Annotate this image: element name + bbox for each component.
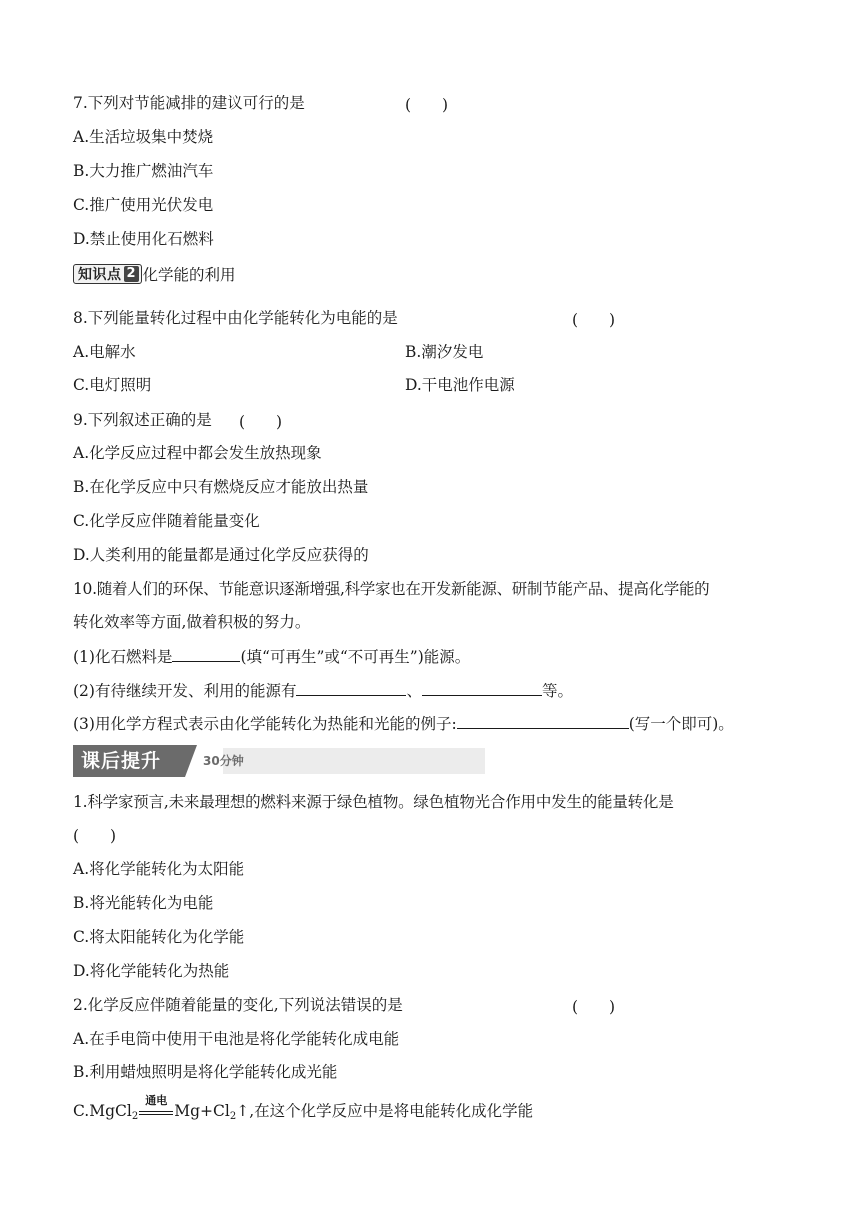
- question-10-part-2-suffix: 等。: [541, 682, 573, 700]
- post-question-1-option-b: B.将光能转化为电能: [73, 894, 214, 912]
- post-question-1-option-c: C.将太阳能转化为化学能: [73, 928, 245, 946]
- question-10-part-2-text: (2)有待继续开发、利用的能源有: [73, 682, 297, 700]
- question-10-part-3-text: (3)用化学方程式表示由化学能转化为热能和光能的例子:: [73, 715, 457, 733]
- post-question-2-option-a: A.在手电筒中使用干电池是将化学能转化成电能: [73, 1030, 400, 1048]
- formula-reactant-subscript: 2: [131, 1111, 139, 1122]
- question-10-stem-line-1: 10.随着人们的环保、节能意识逐渐增强,科学家也在开发新能源、研制节能产品、提高化学能的: [73, 580, 710, 598]
- post-question-1-answer-paren: ( ): [73, 827, 117, 845]
- post-question-2-option-c: [73, 1094, 534, 1122]
- question-9-option-c: C.化学反应伴随着能量变化: [73, 512, 260, 530]
- question-7-option-c: C.推广使用光伏发电: [73, 196, 214, 214]
- question-7-answer-paren: ( ): [405, 96, 449, 114]
- question-8-option-d: D.干电池作电源: [405, 376, 515, 394]
- knowledge-point-number: 2: [124, 266, 139, 282]
- reaction-condition: [139, 1094, 173, 1122]
- reaction-equals-bottom: [139, 1114, 173, 1115]
- question-10-part-2: [73, 680, 573, 701]
- question-10-stem-line-2: 转化效率等方面,做着积极的努力。: [73, 613, 311, 631]
- formula-reactant: C.MgCl: [73, 1102, 132, 1120]
- question-7-option-a: A.生活垃圾集中焚烧: [73, 128, 214, 146]
- question-10-part-3: [73, 713, 734, 734]
- section-banner-slant: [185, 745, 197, 777]
- question-10-part-1-hint: (填“可再生”或“不可再生”)能源。: [240, 648, 471, 666]
- question-8-option-a: A.电解水: [73, 343, 136, 361]
- post-question-2-stem: 2.化学反应伴随着能量的变化,下列说法错误的是: [73, 996, 403, 1014]
- question-9-stem: 9.下列叙述正确的是: [73, 411, 212, 429]
- question-10-part-1-blank[interactable]: [172, 646, 240, 662]
- question-9-option-a: A.化学反应过程中都会发生放热现象: [73, 444, 322, 462]
- post-question-1-stem: 1.科学家预言,未来最理想的燃料来源于绿色植物。绿色植物光合作用中发生的能量转化是: [73, 793, 674, 811]
- question-7-stem: 7.下列对节能减排的建议可行的是: [73, 94, 305, 112]
- knowledge-point-heading: [73, 262, 236, 286]
- post-question-1-option-a: A.将化学能转化为太阳能: [73, 860, 245, 878]
- question-8-option-b: B.潮汐发电: [405, 343, 484, 361]
- question-10-part-2-separator: 、: [406, 682, 422, 700]
- reaction-condition-label: 通电: [145, 1094, 168, 1107]
- section-banner-background: [223, 748, 485, 774]
- knowledge-point-title: 化学能的利用: [142, 266, 236, 284]
- formula-tail-text: ↑,在这个化学反应中是将电能转化成化学能: [236, 1102, 534, 1120]
- formula-products: Mg+Cl: [174, 1102, 230, 1120]
- question-9-answer-paren: ( ): [239, 413, 283, 431]
- question-10-part-1: [73, 646, 470, 667]
- question-7-option-d: D.禁止使用化石燃料: [73, 230, 214, 248]
- knowledge-point-badge: [73, 264, 142, 284]
- reaction-equals-top: [139, 1111, 173, 1112]
- question-9-option-d: D.人类利用的能量都是通过化学反应获得的: [73, 546, 369, 564]
- question-8-stem: 8.下列能量转化过程中由化学能转化为电能的是: [73, 309, 398, 327]
- question-10-part-1-text: (1)化石燃料是: [73, 648, 173, 666]
- question-10-part-3-hint: (写一个即可)。: [628, 715, 734, 733]
- post-question-1-option-d: D.将化学能转化为热能: [73, 962, 230, 980]
- question-10-part-2-blank-1[interactable]: [296, 680, 406, 696]
- question-9-option-b: B.在化学反应中只有燃烧反应才能放出热量: [73, 478, 369, 496]
- question-10-part-2-blank-2[interactable]: [422, 680, 542, 696]
- section-banner-time: 30分钟: [203, 754, 244, 768]
- question-8-answer-paren: ( ): [572, 311, 616, 329]
- formula-product-subscript: 2: [229, 1111, 237, 1122]
- section-banner: [73, 745, 485, 777]
- section-banner-title: 课后提升: [73, 745, 185, 777]
- question-8-option-c: C.电灯照明: [73, 376, 152, 394]
- question-7-option-b: B.大力推广燃油汽车: [73, 162, 214, 180]
- post-question-2-option-b: B.利用蜡烛照明是将化学能转化成光能: [73, 1063, 338, 1081]
- question-10-part-3-blank[interactable]: [457, 713, 629, 729]
- post-question-2-answer-paren: ( ): [572, 998, 616, 1016]
- knowledge-point-badge-label: 知识点: [78, 267, 122, 283]
